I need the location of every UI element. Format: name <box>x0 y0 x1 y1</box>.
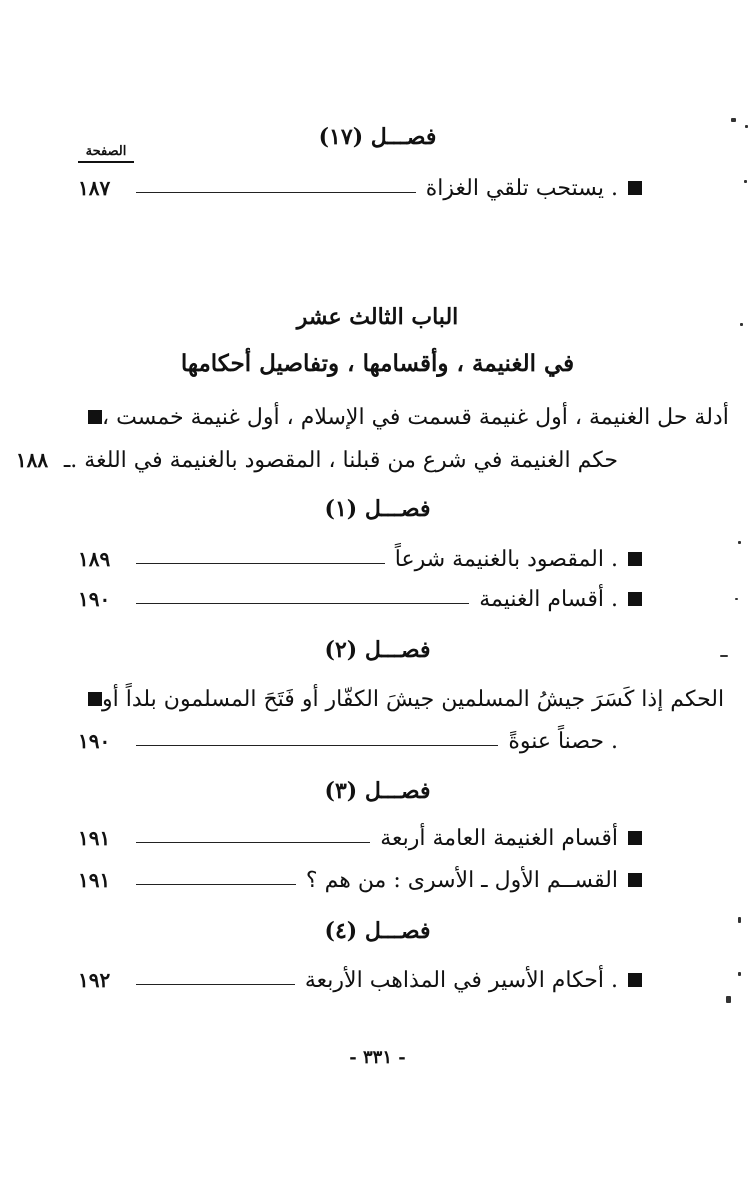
leader-line <box>136 745 498 746</box>
toc-entry-line[interactable] <box>78 682 725 716</box>
fasl-number: (٢) <box>324 637 358 663</box>
scan-speck <box>738 541 741 544</box>
leader-line <box>136 563 385 564</box>
fasl-label: فصـــل <box>364 637 431 663</box>
fasl-label: فصـــل <box>370 124 437 150</box>
page-number: ١٨٩ <box>78 547 111 571</box>
leader-line <box>136 884 296 885</box>
square-bullet-icon <box>628 592 642 606</box>
toc-entry[interactable] <box>78 170 642 206</box>
page-column-header: الصفحة <box>78 144 134 163</box>
page-number: ١٨٨ <box>15 448 49 472</box>
chapter-title: الباب الثالث عشر <box>296 304 459 330</box>
toc-entry-line[interactable] <box>78 400 729 434</box>
square-bullet-icon <box>88 692 102 706</box>
page-number: ١٩١ <box>78 826 111 850</box>
entry-text: يستحب تلقي الغزاة . <box>425 175 618 201</box>
fasl-number: (٤) <box>324 918 358 944</box>
page-number: ١٨٧ <box>78 176 111 200</box>
leader-line <box>136 984 295 985</box>
fasl-number: (١٧) <box>318 124 364 150</box>
scan-speck <box>726 996 731 1003</box>
section-heading <box>0 637 755 663</box>
toc-entry[interactable] <box>78 541 642 577</box>
leader-line <box>136 192 416 193</box>
scan-speck <box>740 323 743 326</box>
section-heading <box>0 918 755 944</box>
page-number: ١٩٠ <box>78 587 111 611</box>
page-number: ١٩٠ <box>78 729 111 753</box>
scan-speck <box>738 917 741 923</box>
entry-text: أقسام الغنيمة العامة أربعة <box>380 825 618 851</box>
entry-text: أحكام الأسير في المذاهب الأربعة . <box>304 967 618 993</box>
fasl-label: فصـــل <box>364 918 431 944</box>
entry-text: أقسام الغنيمة . <box>479 586 618 612</box>
square-bullet-icon <box>628 831 642 845</box>
entry-text-line2: حكم الغنيمة في شرع من قبلنا ، المقصود بالغنيمة في اللغة .ـ <box>63 447 618 473</box>
toc-entry-continuation[interactable] <box>78 723 642 759</box>
section-heading <box>0 778 755 804</box>
chapter-subtitle: في الغنيمة ، وأقسامها ، وتفاصيل أحكامها <box>180 350 575 377</box>
entry-text-line1: أدلة حل الغنيمة ، أول غنيمة قسمت في الإسلام ، أول غنيمة خمست ، <box>102 404 729 430</box>
scan-speck <box>731 118 736 122</box>
entry-text: القســم الأول ـ الأسرى : من هم ؟ <box>305 867 618 893</box>
square-bullet-icon <box>88 410 102 424</box>
toc-entry[interactable] <box>78 820 642 856</box>
square-bullet-icon <box>628 181 642 195</box>
scan-speck <box>744 180 747 183</box>
toc-entry[interactable] <box>78 962 642 998</box>
square-bullet-icon <box>628 973 642 987</box>
page-number: ١٩١ <box>78 868 111 892</box>
entry-text-line1: الحكم إذا كَسَرَ جيشُ المسلمين جيشَ الكفّار أو فَتَحَ المسلمون بلداً أو <box>102 686 725 712</box>
scan-speck <box>738 972 741 976</box>
leader-line <box>136 842 370 843</box>
scan-speck <box>735 598 738 600</box>
square-bullet-icon <box>628 552 642 566</box>
square-bullet-icon <box>628 873 642 887</box>
scan-speck <box>745 125 748 128</box>
section-heading <box>0 496 755 522</box>
page-number: ١٩٢ <box>78 968 111 992</box>
fasl-number: (١) <box>324 496 358 522</box>
toc-entry[interactable] <box>78 581 642 617</box>
entry-text: المقصود بالغنيمة شرعاً . <box>394 546 618 572</box>
entry-text-line2: حصناً عنوةً . <box>508 728 618 754</box>
page-footer-number: - ٣٣١ - <box>349 1047 406 1068</box>
toc-entry[interactable] <box>78 862 642 898</box>
fasl-label: فصـــل <box>364 778 431 804</box>
leader-line <box>136 603 469 604</box>
fasl-label: فصـــل <box>364 496 431 522</box>
toc-entry-continuation[interactable] <box>15 442 642 478</box>
scan-speck <box>720 655 728 657</box>
fasl-number: (٣) <box>324 778 358 804</box>
